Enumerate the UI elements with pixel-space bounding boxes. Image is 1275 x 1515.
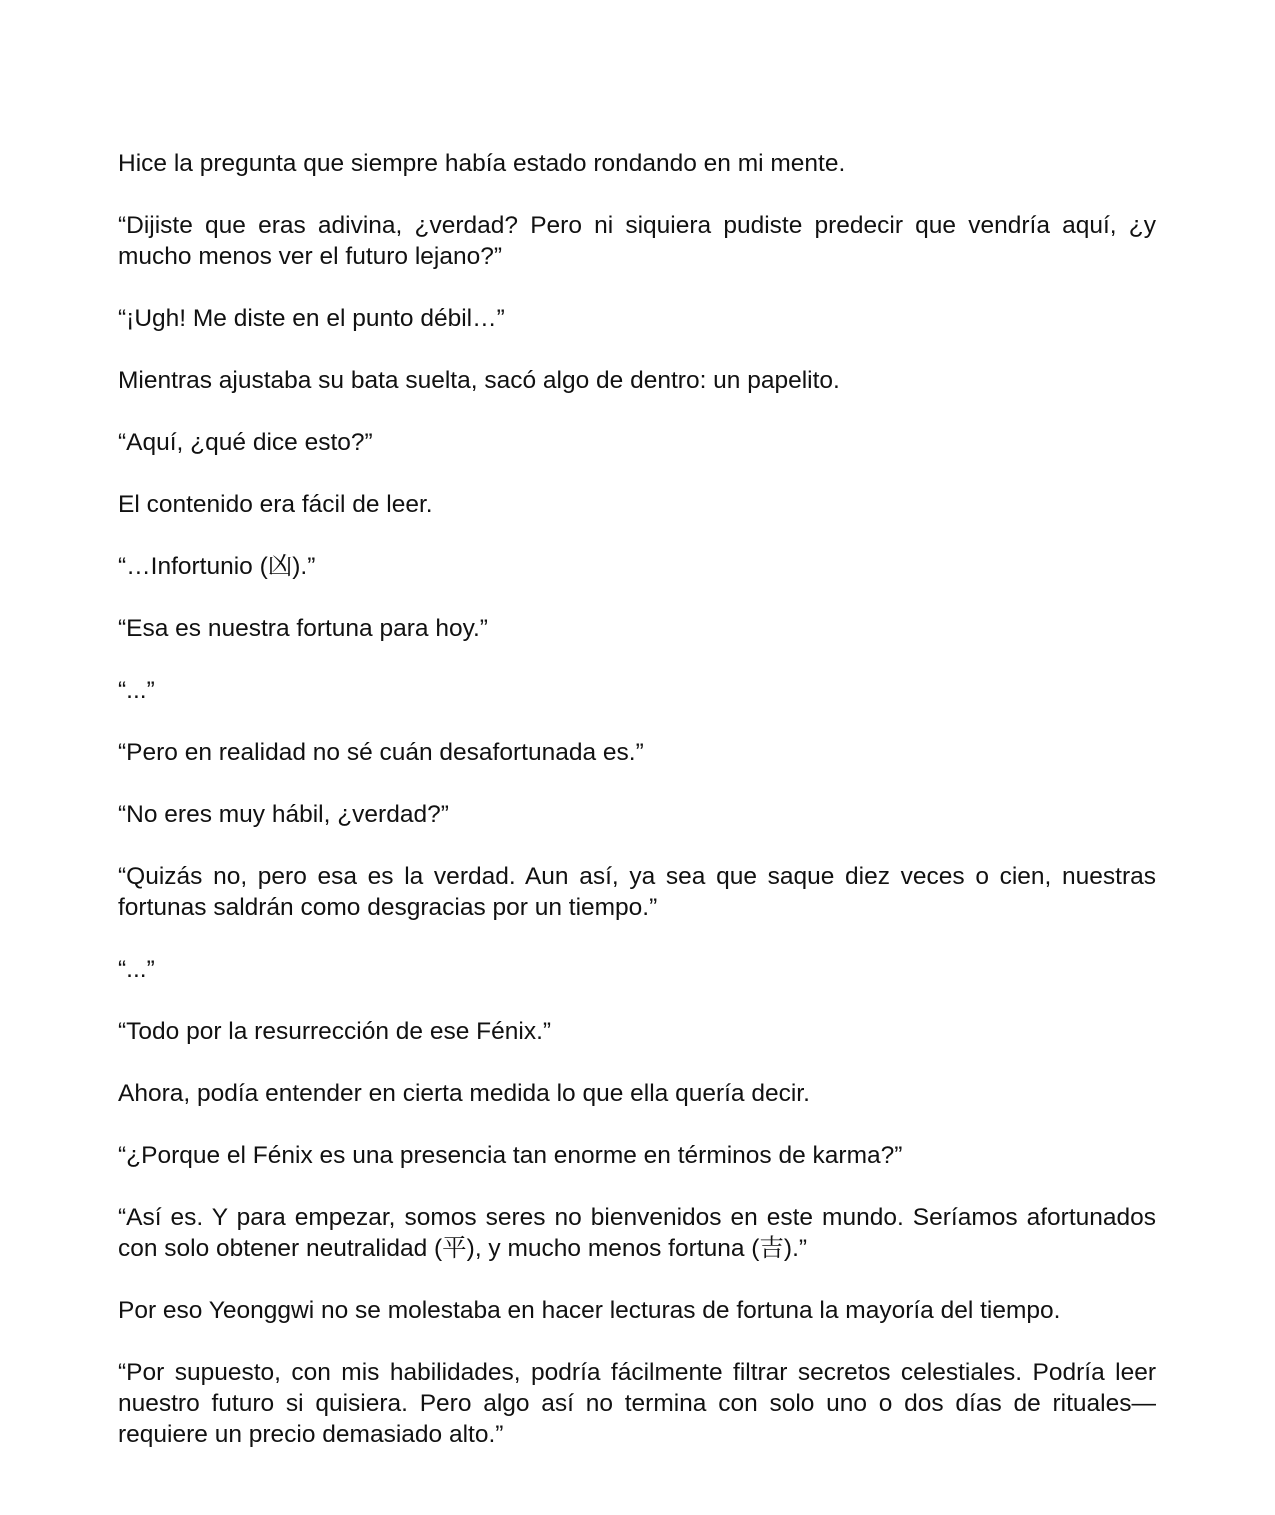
- paragraph: “...”: [118, 956, 155, 983]
- paragraph: “¡Ugh! Me diste en el punto débil…”: [118, 305, 505, 332]
- paragraph: “...”: [118, 677, 155, 704]
- paragraph: El contenido era fácil de leer.: [118, 491, 433, 518]
- paragraph: “…Infortunio (凶).”: [118, 553, 316, 580]
- paragraph: “Esa es nuestra fortuna para hoy.”: [118, 615, 488, 642]
- paragraph: Ahora, podía entender en cierta medida lo que ella quería decir.: [118, 1080, 810, 1107]
- paragraph: Hice la pregunta que siempre había estado rondando en mi mente.: [118, 150, 846, 177]
- paragraph: Mientras ajustaba su bata suelta, sacó algo de dentro: un papelito.: [118, 367, 840, 394]
- paragraph: “¿Porque el Fénix es una presencia tan enorme en términos de karma?”: [118, 1142, 903, 1169]
- paragraph: “Todo por la resurrección de ese Fénix.”: [118, 1018, 552, 1045]
- paragraph: “No eres muy hábil, ¿verdad?”: [118, 801, 449, 828]
- paragraph: “Por supuesto, con mis habilidades, podría fácilmente filtrar secretos celestiales. Podría leer nuestro futuro si quisiera. Pero algo así no termina con solo uno o dos días de rituales—requiere un precio demasiado alto.”: [118, 1359, 1156, 1448]
- paragraph: “Quizás no, pero esa es la verdad. Aun así, ya sea que saque diez veces o cien, nuestras fortunas saldrán como desgracias por un tiempo.”: [118, 863, 1156, 921]
- paragraph: “Aquí, ¿qué dice esto?”: [118, 429, 373, 456]
- paragraph: “Así es. Y para empezar, somos seres no bienvenidos en este mundo. Seríamos afortunados con solo obtener neutralidad (平), y mucho menos fortuna (吉).”: [118, 1204, 1156, 1262]
- paragraph: “Dijiste que eras adivina, ¿verdad? Pero ni siquiera pudiste predecir que vendría aquí, ¿y mucho menos ver el futuro lejano?”: [118, 212, 1156, 270]
- document-body: [118, 148, 1156, 1450]
- paragraph: “Pero en realidad no sé cuán desafortunada es.”: [118, 739, 644, 766]
- paragraph: Por eso Yeonggwi no se molestaba en hacer lecturas de fortuna la mayoría del tiempo.: [118, 1297, 1061, 1324]
